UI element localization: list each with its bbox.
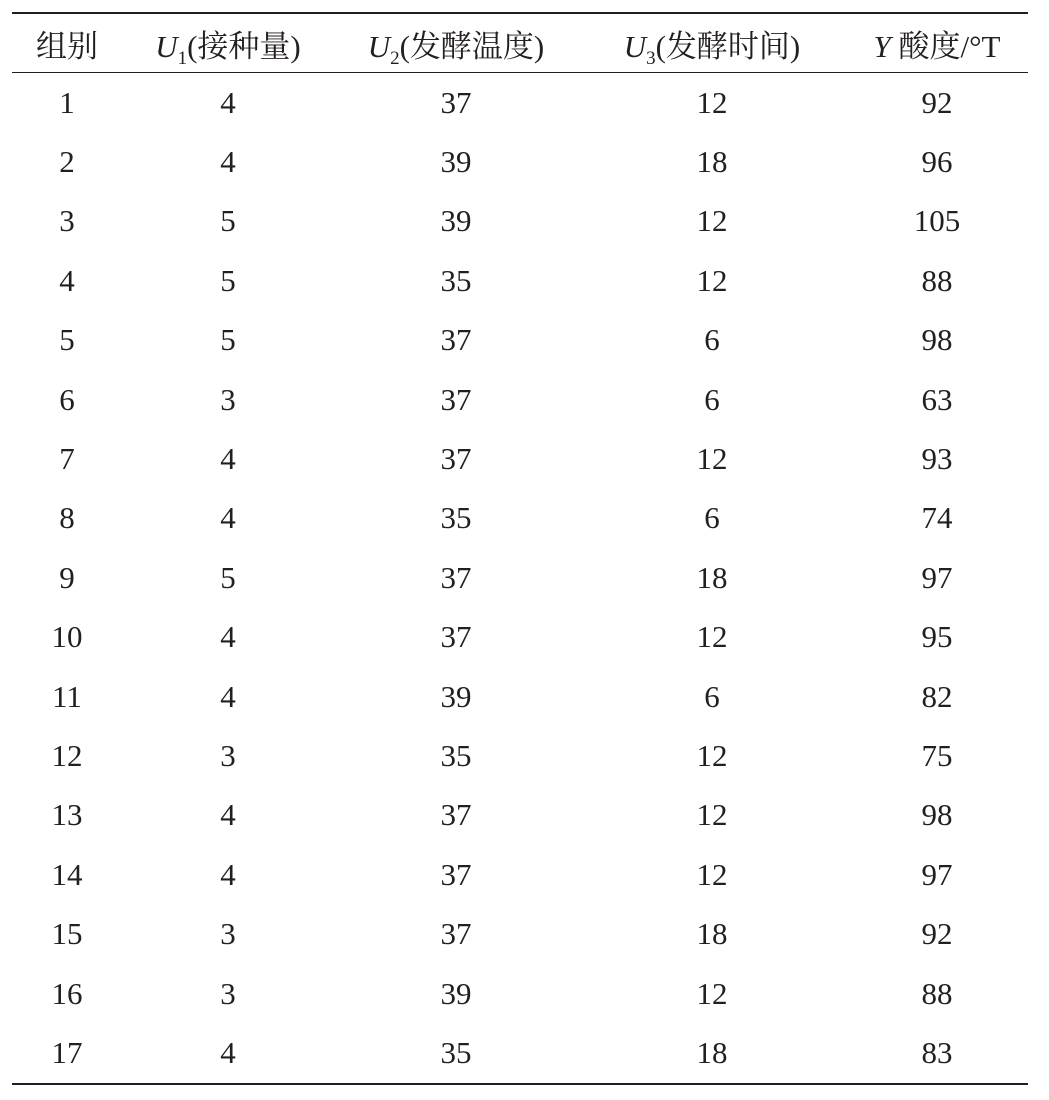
group-cell: 17: [51, 1034, 83, 1070]
u3-cell: 6: [704, 322, 720, 358]
y-cell: 97: [921, 856, 953, 892]
group-cell: 2: [59, 144, 75, 180]
u2-cell: 35: [440, 737, 472, 773]
table-row: [12, 845, 1028, 904]
u1-cell: 3: [220, 381, 236, 417]
y-cell: 96: [921, 144, 953, 180]
u1-cell: 5: [220, 322, 236, 358]
table-row: [12, 608, 1028, 667]
group-cell: 12: [51, 737, 83, 773]
y-cell: 93: [921, 441, 953, 477]
group-cell: 13: [51, 797, 83, 833]
group-cell: 4: [59, 262, 75, 298]
u2-cell: 39: [440, 678, 472, 714]
y-cell: 98: [921, 322, 953, 358]
y-cell: 105: [913, 203, 961, 239]
y-cell: 75: [921, 737, 953, 773]
u2-cell: 37: [440, 916, 472, 952]
group-cell: 14: [51, 856, 83, 892]
y-cell: 92: [921, 916, 953, 952]
header-u3: [578, 13, 846, 73]
table-body: [12, 73, 1028, 1084]
header-y-var: Y: [873, 28, 891, 64]
u2-cell: 37: [440, 84, 472, 120]
header-group: [12, 13, 122, 73]
header-group-label: 组别: [36, 28, 98, 64]
u1-cell: 4: [220, 144, 236, 180]
table-row: [12, 726, 1028, 785]
u1-cell: 3: [220, 916, 236, 952]
y-cell: 63: [921, 381, 953, 417]
header-u3-sub: 3: [646, 47, 656, 69]
u2-cell: 37: [440, 559, 472, 595]
group-cell: 7: [59, 441, 75, 477]
u3-cell: 18: [696, 916, 728, 952]
u3-cell: 12: [696, 619, 728, 655]
u2-cell: 37: [440, 322, 472, 358]
header-u1: [122, 13, 334, 73]
y-cell: 83: [921, 1034, 953, 1070]
u3-cell: 6: [704, 381, 720, 417]
u3-cell: 18: [696, 144, 728, 180]
y-cell: 74: [921, 500, 953, 536]
table-header: [12, 13, 1028, 73]
group-cell: 11: [52, 678, 82, 714]
u1-cell: 4: [220, 1034, 236, 1070]
table-row: [12, 311, 1028, 370]
u1-cell: 4: [220, 619, 236, 655]
header-u1-label: (接种量): [187, 28, 301, 64]
u2-cell: 39: [440, 144, 472, 180]
header-u2-label: (发酵温度): [399, 28, 545, 64]
group-cell: 16: [51, 975, 83, 1011]
y-cell: 92: [921, 84, 953, 120]
u1-cell: 3: [220, 975, 236, 1011]
u3-cell: 12: [696, 737, 728, 773]
table-row: [12, 370, 1028, 429]
u3-cell: 6: [704, 500, 720, 536]
table-row: [12, 251, 1028, 310]
y-cell: 88: [921, 262, 953, 298]
group-cell: 5: [59, 322, 75, 358]
y-cell: 95: [921, 619, 953, 655]
u1-cell: 5: [220, 262, 236, 298]
u3-cell: 18: [696, 559, 728, 595]
u1-cell: 4: [220, 441, 236, 477]
y-cell: 97: [921, 559, 953, 595]
table-row: [12, 192, 1028, 251]
header-u3-var: U: [623, 28, 647, 64]
table-row: [12, 548, 1028, 607]
u1-cell: 3: [220, 737, 236, 773]
u2-cell: 37: [440, 856, 472, 892]
u1-cell: 4: [220, 678, 236, 714]
u2-cell: 37: [440, 797, 472, 833]
group-cell: 9: [59, 559, 75, 595]
header-u2: [334, 13, 578, 73]
u3-cell: 12: [696, 797, 728, 833]
header-u2-sub: 2: [390, 47, 400, 69]
table-row: [12, 73, 1028, 133]
u3-cell: 6: [704, 678, 720, 714]
u2-cell: 37: [440, 619, 472, 655]
u2-cell: 39: [440, 975, 472, 1011]
u2-cell: 37: [440, 381, 472, 417]
header-y-label: 酸度/°T: [890, 28, 1001, 64]
group-cell: 8: [59, 500, 75, 536]
y-cell: 88: [921, 975, 953, 1011]
group-cell: 3: [59, 203, 75, 239]
u1-cell: 5: [220, 203, 236, 239]
table-row: [12, 667, 1028, 726]
u3-cell: 12: [696, 84, 728, 120]
table-row: [12, 786, 1028, 845]
u3-cell: 12: [696, 262, 728, 298]
table-row: [12, 964, 1028, 1023]
header-u2-var: U: [367, 28, 391, 64]
u3-cell: 12: [696, 856, 728, 892]
group-cell: 10: [51, 619, 83, 655]
u1-cell: 4: [220, 500, 236, 536]
header-y: [846, 13, 1028, 73]
data-table-container: [12, 12, 1028, 1085]
group-cell: 15: [51, 916, 83, 952]
y-cell: 98: [921, 797, 953, 833]
u3-cell: 18: [696, 1034, 728, 1070]
experiment-table: [12, 12, 1028, 1085]
table-row: [12, 429, 1028, 488]
header-row: [12, 13, 1028, 73]
u2-cell: 35: [440, 1034, 472, 1070]
header-u1-var: U: [155, 28, 178, 64]
u1-cell: 4: [220, 797, 236, 833]
u2-cell: 39: [440, 203, 472, 239]
u2-cell: 35: [440, 262, 472, 298]
table-row: [12, 1023, 1028, 1083]
u3-cell: 12: [696, 441, 728, 477]
table-row: [12, 132, 1028, 191]
y-cell: 82: [921, 678, 953, 714]
u1-cell: 4: [220, 856, 236, 892]
group-cell: 6: [59, 381, 75, 417]
u2-cell: 35: [440, 500, 472, 536]
table-row: [12, 904, 1028, 963]
u3-cell: 12: [696, 975, 728, 1011]
header-u1-sub: 1: [177, 47, 188, 69]
u3-cell: 12: [696, 203, 728, 239]
group-cell: 1: [59, 84, 75, 120]
u2-cell: 37: [440, 441, 472, 477]
u1-cell: 4: [220, 84, 236, 120]
table-row: [12, 489, 1028, 548]
u1-cell: 5: [220, 559, 236, 595]
header-u3-label: (发酵时间): [655, 28, 801, 64]
